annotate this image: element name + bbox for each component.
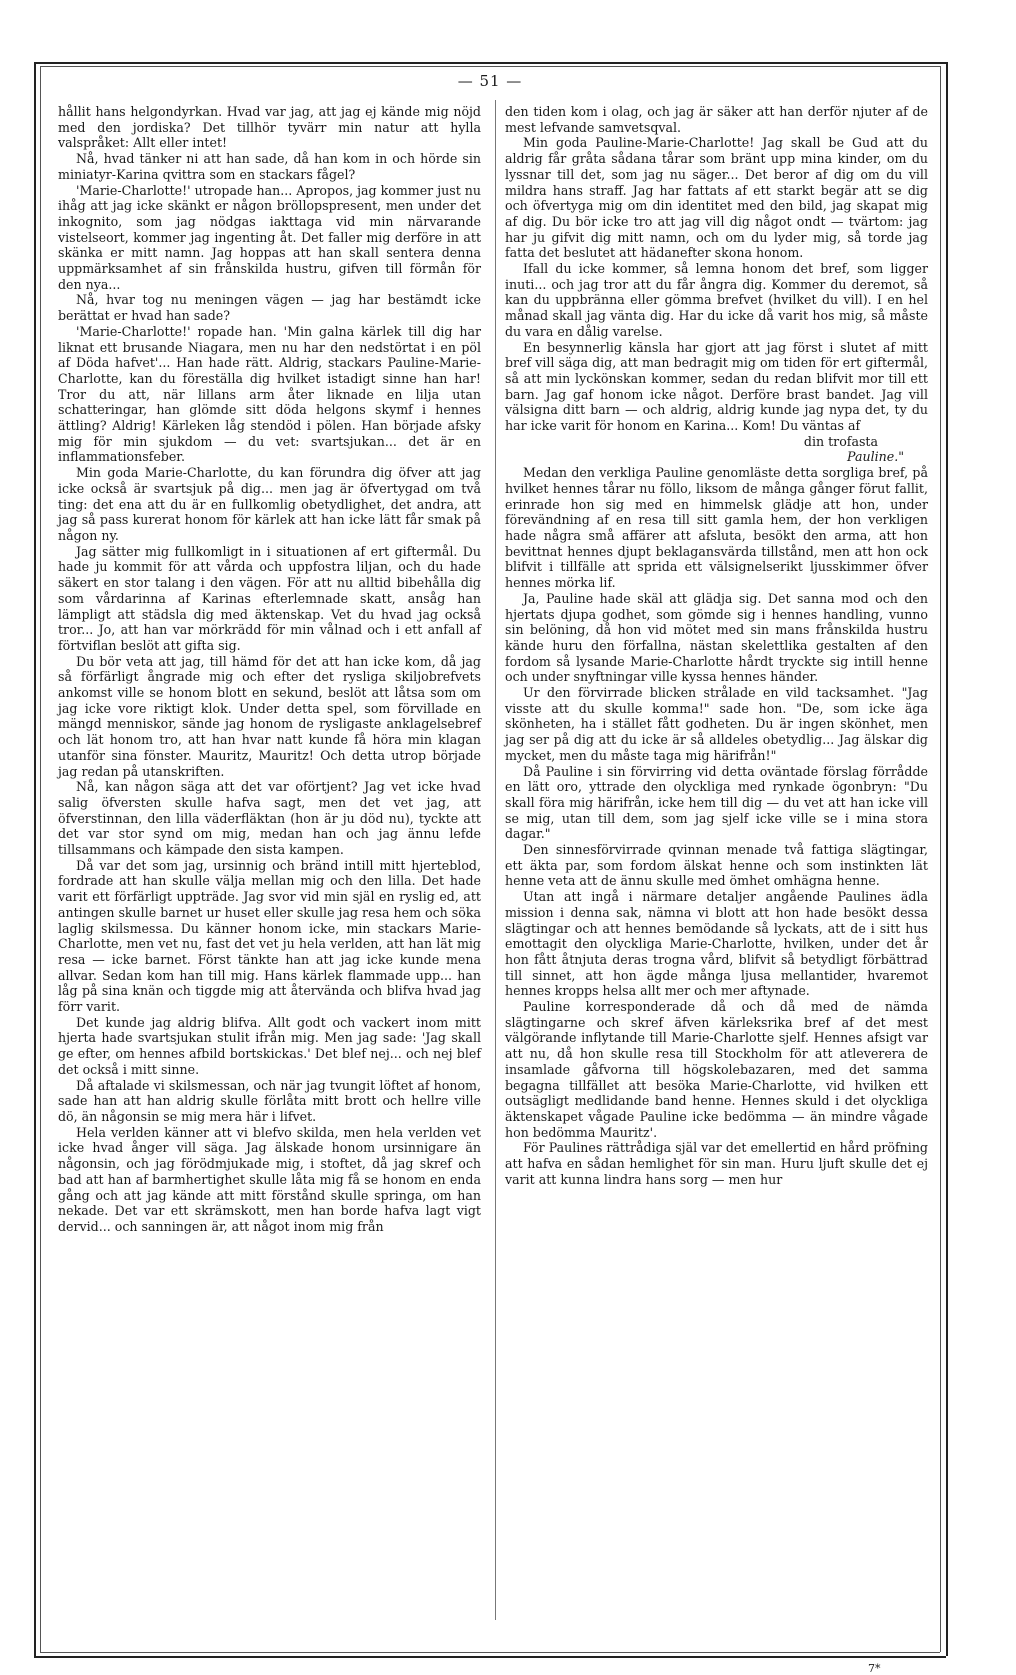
paragraph: Medan den verkliga Pauline genomläste detta sorgliga bref, på hvilket hennes tårar nu föllo, liksom de många gånger förut fallit, erinrade hon sig med en himmelsk glädje att hon, under förevändning af en resa till sitt gamla hem, der hon verkligen hade några små affärer att afsluta, besökt den arma, att hon bevittnat hennes djupt beklagansvärda tillstånd, men att hon ock blifvit i tillfälle att sprida ett välsignelserikt ljusskimmer öfver hennes mörka lif. xyxy=(505,465,928,591)
bottom-frame-outer-rule xyxy=(34,1656,946,1658)
paragraph: Det kunde jag aldrig blifva. Allt godt och vackert inom mitt hjerta hade svartsjukan stulit ifrån mig. Men jag sade: 'Jag skall ge efter, om hennes afbild bortskickas.' Det blef nej... och nej blef det också i mitt sinne. xyxy=(58,1014,481,1077)
paragraph: Nå, hvad tänker ni att han sade, då han kom in och hörde sin miniatyr-Karina qvittra som en stackars fågel? xyxy=(58,151,481,182)
paragraph: Då aftalade vi skilsmessan, och när jag tvungit löftet af honom, sade han att han aldrig skulle förlåta mitt brott och hellre ville dö, än någonsin se mig mera här i lifvet. xyxy=(58,1077,481,1124)
top-frame-inner-rule xyxy=(40,66,940,67)
letter-signature: Pauline." xyxy=(847,449,904,465)
right-frame-outer-rule xyxy=(946,62,948,1656)
paragraph: Hela verlden känner att vi blefvo skilda, men hela verlden vet icke hvad ånger vill säga. Jag älskade honom ursinnigare än någonsin, och jag förödmjukade mig, i stoftet, då jag skref och bad att han af barmhertighet skulle låta mig få se honom en enda gång och att jag kände att mitt förstånd skulle springa, om han nekade. Det var ett skrämskott, men han borde hafva lagt vigt dervid... och sanningen är, att något inom mig från xyxy=(58,1124,481,1234)
letter-continuation xyxy=(505,104,928,434)
paragraph: Ifall du icke kommer, så lemna honom det bref, som ligger inuti... och jag tror att du får ångra dig. Kommer du deremot, så kan du uppbränna eller gömma brefvet (hvilket du vill). I en hel månad skall jag vänta dig. Har du icke då varit hos mig, så måste du vara en dålig varelse. xyxy=(505,261,928,339)
paragraph: Ur den förvirrade blicken strålade en vild tacksamhet. "Jag visste att du skulle komma!" sade hon. "De, som icke äga skönheten, ha i stället fått godheten. Du är ingen skönhet, men jag ser på dig att du icke är så alldeles obetydlig... Jag älskar dig mycket, men du måste taga mig härifrån!" xyxy=(505,685,928,763)
paragraph: Då var det som jag, ursinnig och bränd intill mitt hjerteblod, fordrade att han skulle välja mellan mig och den lilla. Det hade varit ett förfärligt uppträde. Jag svor vid min själ en ryslig ed, att antingen skulle barnet ur huset eller skulle jag resa hem och söka laglig skilsmessa. Du känner honom icke, min stackars Marie-Charlotte, men vet nu, fast det vet ju hela verlden, att han lät mig resa — icke barnet. Först tänkte han att jag icke kunde mena allvar. Sedan kom han till mig. Hans kärlek flammade upp... han låg på sina knän och tiggde mig att återvända och blifva hvad jag förr varit. xyxy=(58,857,481,1015)
signature-mark: 7* xyxy=(868,1662,881,1675)
bottom-frame-inner-rule xyxy=(40,1652,940,1653)
letter-closing: din trofasta xyxy=(803,433,878,449)
left-frame-outer-rule xyxy=(34,62,36,1656)
narrative-continuation xyxy=(505,465,928,1187)
column-divider xyxy=(495,100,496,1620)
paragraph: den tiden kom i olag, och jag är säker att han derför njuter af de mest lefvande samvetsqval. xyxy=(505,104,928,135)
paragraph: Du bör veta att jag, till hämd för det att han icke kom, då jag så förfärligt ångrade mig och efter det rysliga skiljobrefvets ankomst ville se honom blott en sekund, beslöt att låtsa som om jag icke vore riktigt klok. Under detta spel, som förvillade en mängd menniskor, sände jag honom de rysligaste anklagelsebref och lät honom tro, att han hvar natt kunde få höra min klagan utanför sina fönster. Mauritz, Mauritz! Och detta utrop började jag redan på utanskriften. xyxy=(58,653,481,779)
paragraph: hållit hans helgondyrkan. Hvad var jag, att jag ej kände mig nöjd med den jordiska? Det tillhör tyvärr min natur att hylla valspråket: Allt eller intet! xyxy=(58,104,481,151)
top-frame-outer-rule xyxy=(34,62,946,64)
paragraph: En besynnerlig känsla har gjort att jag först i slutet af mitt bref vill säga dig, att man bedragit mig om tiden för ert giftermål, så att min lyckönskan kommer, sedan du redan blifvit mor till ett barn. Jag gaf honom icke något. Derföre brast bandet. Jag vill välsigna ditt barn — och aldrig, aldrig kunde jag nypa det, ty du har icke varit för honom en Karina... Kom! Du väntas af xyxy=(505,339,928,434)
paragraph: Den sinnesförvirrade qvinnan menade två fattiga slägtingar, ett äkta par, som fordom älskat henne och som instinkten lät henne veta att de ännu skulle med ömhet omhägna henne. xyxy=(505,842,928,889)
paragraph: Nå, kan någon säga att det var oförtjent? Jag vet icke hvad salig öfversten skulle hafva sagt, men det vet jag, att öfverstinnan, den lilla väderfläktan (hon är ju död nu), tyckte att det var stor synd om mig, medan han och jag ännu lefde tillsammans och kämpade den sista kampen. xyxy=(58,779,481,858)
page-number: — 51 — xyxy=(457,72,523,90)
paragraph: Min goda Pauline-Marie-Charlotte! Jag skall be Gud att du aldrig får gråta sådana tårar som bränt upp mina kinder, om du lyssnar till det, som jag nu säger... Det beror af dig om du vill mildra hans straff. Jag har fattats af ett starkt begär att se dig och öfvertyga mig om din identitet med den bild, jag skapat mig af dig. Du bör icke tro att jag vill dig något ondt — tvärtom: jag har ju gifvit dig mitt namn, och om du lyder mig, så torde jag fatta det beslutet att hädanefter skona honom. xyxy=(505,135,928,261)
paragraph: För Paulines rättrådiga själ var det emellertid en hård pröfning att hafva en sådan hemlighet för sin man. Huru ljuft skulle det ej varit att kunna lindra hans sorg — men hur xyxy=(505,1140,928,1187)
paragraph: Ja, Pauline hade skäl att glädja sig. Det sanna mod och den hjertats djupa godhet, som gömde sig i hennes handling, vunno sin belöning, då hon vid mötet med sin mans frånskilda hustru kände huru den förfallna, nästan skelettlika gestalten af den fordom så lysande Marie-Charlotte hårdt tryckte sig intill henne och under snyftningar ville kyssa hennes händer. xyxy=(505,590,928,685)
paragraph: 'Marie-Charlotte!' utropade han... Apropos, jag kommer just nu ihåg att jag icke skänkt er någon bröllopspresent, men under det inkognito, som jag nödgas iakttaga vid min närvarande vistelseort, kommer jag ingenting åt. Det faller mig derföre in att skänka er mitt namn. Jag hoppas att han skall sentera denna uppmärksamhet af sin frånskilda hustru, gifven till förmån för den nya... xyxy=(58,182,481,292)
right-frame-inner-rule xyxy=(940,66,941,1652)
paragraph: Pauline korresponderade då och då med de nämda slägtingarne och skref äfven kärleksrika bref af det mest välgörande inflytande till Marie-Charlotte sjelf. Hennes afsigt var att nu, då hon skulle resa till Stockholm för att atleverera de insamlade gåfvorna till högskolebazaren, med det samma begagna tillfället att besöka Marie-Charlotte, vid hvilken ett outsägligt medlidande band henne. Hennes skuld i det olyckliga äktenskapet vågade Pauline icke bedömma — än mindre vågade hon bedömma Mauritz'. xyxy=(505,999,928,1140)
paragraph: Nå, hvar tog nu meningen vägen — jag har bestämdt icke berättat er hvad han sade? xyxy=(58,292,481,324)
paragraph: Då Pauline i sin förvirring vid detta oväntade förslag förrådde en lätt oro, yttrade den olyckliga med rynkade ögonbryn: "Du skall föra mig härifrån, icke hem till dig — du vet att han icke vill se mig, utan till dem, som jag sjelf icke ville se i mina stora dagar." xyxy=(505,763,928,842)
paragraph: 'Marie-Charlotte!' ropade han. 'Min galna kärlek till dig har liknat ett brusande Niagara, men nu har den nedstörtat i en pöl af Döda hafvet'... Han hade rätt. Aldrig, stackars Pauline-Marie-Charlotte, kan du föreställa dig hvilket istadigt sinne han har! Tror du att, när lillans arm åter liknade en lilja utan schatteringar, han glömde sitt döda helgons skymf i hennes ättling? Aldrig! Kärleken låg stendöd i pölen. Han började afsky mig för min sjukdom — du vet: svartsjukan... det är en inflammationsfeber. xyxy=(58,323,481,465)
paragraph: Jag sätter mig fullkomligt in i situationen af ert giftermål. Du hade ju kommit för att vårda och uppfostra liljan, och du hade säkert en stor talang i den vägen. För att nu alltid bibehålla dig som vårdarinna af Karinas efterlemnade skatt, ansåg han lämpligt att städsla dig med äktenskap. Vet du hvad jag också tror... Jo, att han var mörkrädd för min vålnad och i ett anfall af förtviflan beslöt att gifta sig. xyxy=(58,543,481,653)
right-text-column xyxy=(505,104,928,1188)
left-frame-inner-rule xyxy=(40,66,41,1652)
paragraph: Utan att ingå i närmare detaljer angående Paulines ädla mission i denna sak, nämna vi blott att hon hade besökt dessa slägtingar och att hennes bemödande så lyckats, att de i sitt hus emottagit den olyckliga Marie-Charlotte, hvilken, under det år hon fått åtnjuta deras trogna vård, blifvit så betydligt förbättrad till sinnet, att hon ägde många ljusa mellantider, hvaremot hennes kropps helsa allt mer och mer aftynade. xyxy=(505,889,928,999)
left-text-column xyxy=(58,104,481,1235)
paragraph: Min goda Marie-Charlotte, du kan förundra dig öfver att jag icke också är svartsjuk på dig... men jag är öfvertygad om två ting: det ena att du är en fullkomlig obetydlighet, det andra, att jag så pass kurerat honom för kärlek att han icke lätt får smak på någon ny. xyxy=(58,465,481,543)
